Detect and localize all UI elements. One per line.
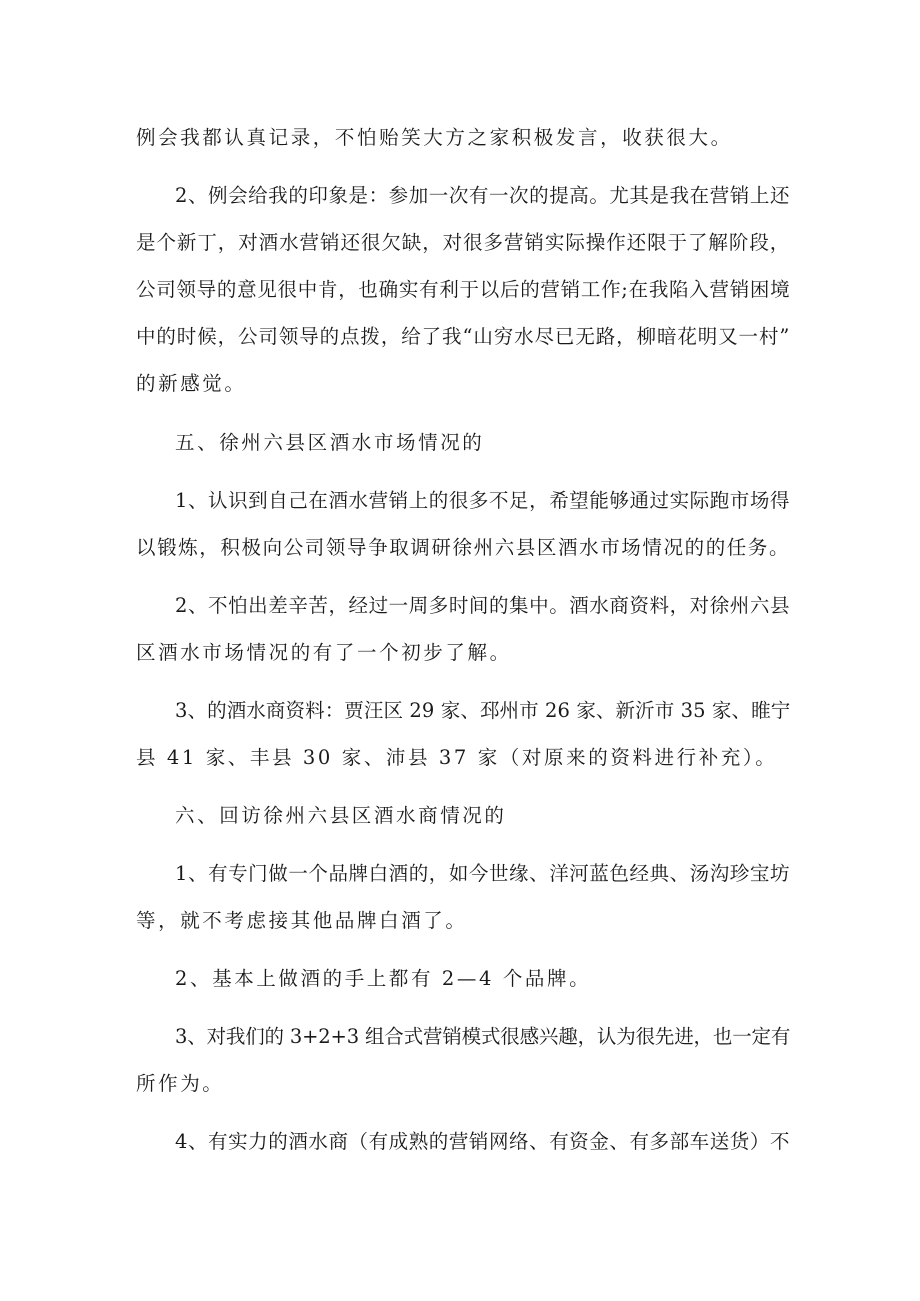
text-line: 是个新丁，对酒水营销还很欠缺，对很多营销实际操作还限于了解阶段， bbox=[136, 231, 791, 254]
text-line: 例会我都认真记录，不怕贻笑大方之家积极发言，收获很大。 bbox=[136, 126, 733, 149]
text-line: 等，就不考虑接其他品牌白酒了。 bbox=[136, 909, 468, 932]
text-line: 公司领导的意见很中肯，也确实有利于以后的营销工作;在我陷入营销困境 bbox=[136, 278, 791, 301]
section-heading: 六、回访徐州六县区酒水商情况的 bbox=[175, 804, 507, 827]
text-line: 1、有专门做一个品牌白酒的，如今世缘、洋河蓝色经典、汤沟珍宝坊 bbox=[175, 862, 791, 885]
text-line: 2、基本上做酒的手上都有 2—4 个品牌。 bbox=[175, 967, 592, 990]
text-line: 1、认识到自己在酒水营销上的很多不足，希望能够通过实际跑市场得 bbox=[175, 489, 791, 512]
text-line: 中的时候，公司领导的点拨，给了我“山穷水尽已无路，柳暗花明又一村” bbox=[136, 325, 791, 348]
text-line: 2、例会给我的印象是：参加一次有一次的提高。尤其是我在营销上还 bbox=[175, 184, 791, 207]
text-line: 3、对我们的 3+2+3 组合式营销模式很感兴趣，认为很先进，也一定有 bbox=[175, 1025, 791, 1048]
section-heading: 五、徐州六县区酒水市场情况的 bbox=[175, 431, 485, 454]
text-line: 以锻炼，积极向公司领导争取调研徐州六县区酒水市场情况的的任务。 bbox=[136, 536, 791, 559]
text-line: 区酒水市场情况的有了一个初步了解。 bbox=[136, 641, 512, 664]
text-line: 县 41 家、丰县 30 家、沛县 37 家（对原来的资料进行补充）。 bbox=[136, 746, 778, 769]
text-line: 4、有实力的酒水商（有成熟的营销网络、有资金、有多部车送货）不 bbox=[175, 1130, 791, 1153]
text-line: 的新感觉。 bbox=[136, 372, 247, 395]
text-line: 所作为。 bbox=[136, 1072, 225, 1095]
text-line: 2、不怕出差辛苦，经过一周多时间的集中。酒水商资料，对徐州六县 bbox=[175, 594, 791, 617]
text-line: 3、的酒水商资料：贾汪区 29 家、邳州市 26 家、新沂市 35 家、睢宁 bbox=[175, 699, 791, 722]
